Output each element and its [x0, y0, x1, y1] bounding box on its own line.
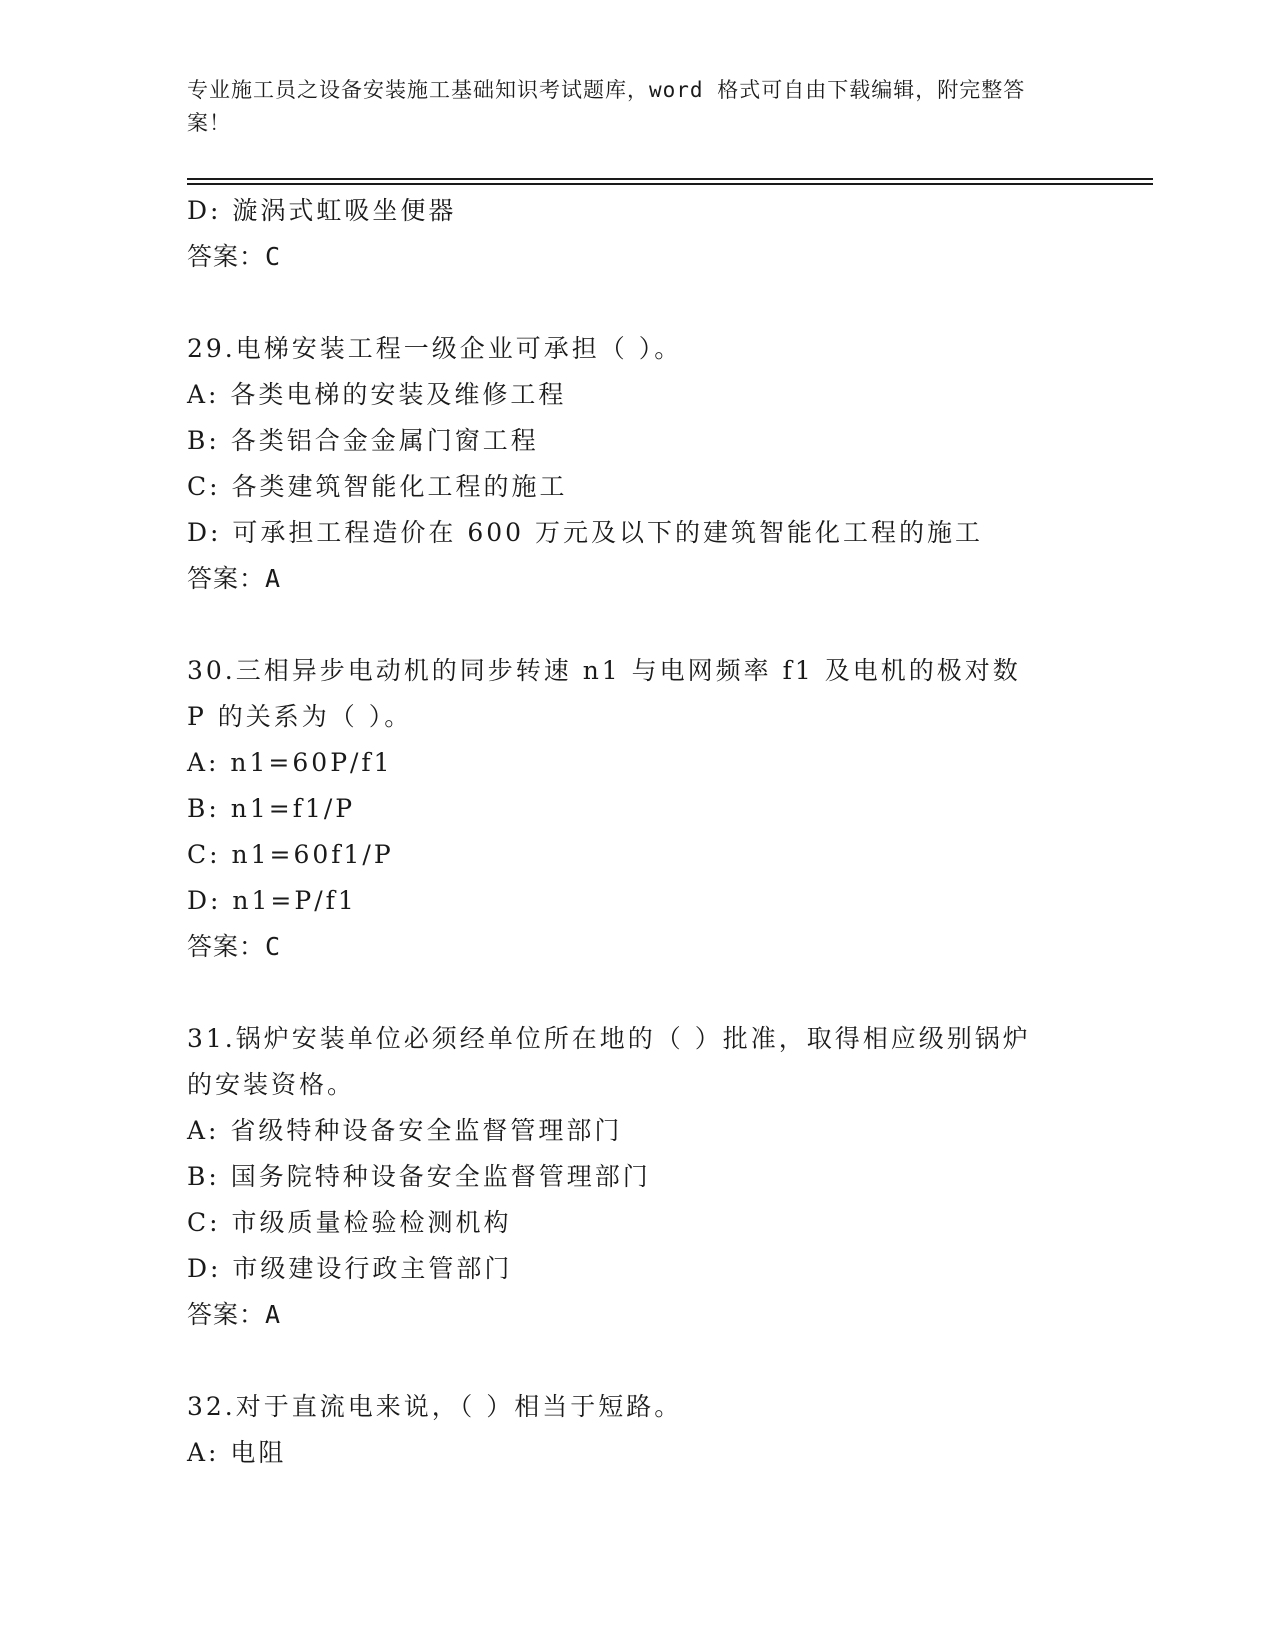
- option-d: D: 漩涡式虹吸坐便器: [187, 196, 457, 225]
- option-c: C: 市级质量检验检测机构: [187, 1208, 512, 1237]
- question-list: [187, 188, 1087, 1476]
- question-31: [187, 1016, 1087, 1338]
- header-divider-top: [187, 178, 1153, 180]
- answer: 答案：C: [187, 242, 282, 271]
- option-b: B: 国务院特种设备安全监督管理部门: [187, 1162, 651, 1191]
- answer: 答案：C: [187, 932, 282, 961]
- option-a: A: 电阻: [187, 1438, 287, 1467]
- question-30: [187, 648, 1087, 970]
- header-divider-bottom: [187, 183, 1153, 185]
- answer: 答案：A: [187, 564, 282, 593]
- question-32: [187, 1384, 1087, 1476]
- option-b: B: 各类铝合金金属门窗工程: [187, 426, 539, 455]
- option-c: C: 各类建筑智能化工程的施工: [187, 472, 568, 501]
- question-stem: 30.三相异步电动机的同步转速 n1 与电网频率 f1 及电机的极对数 P 的关系为（ ）。: [187, 656, 1021, 731]
- option-d: D: 市级建设行政主管部门: [187, 1254, 513, 1283]
- option-a: A: 省级特种设备安全监督管理部门: [187, 1116, 623, 1145]
- option-a: A: 各类电梯的安装及维修工程: [187, 380, 567, 409]
- question-stem: 29.电梯安装工程一级企业可承担（ ）。: [187, 334, 683, 363]
- option-d: D: n1=P/f1: [187, 886, 357, 915]
- question-stem: 32.对于直流电来说，（ ）相当于短路。: [187, 1392, 683, 1421]
- option-b: B: n1=f1/P: [187, 794, 356, 823]
- question-stem: 31.锅炉安装单位必须经单位所在地的（ ）批准，取得相应级别锅炉的安装资格。: [187, 1024, 1031, 1099]
- document-header: 专业施工员之设备安装施工基础知识考试题库，word 格式可自由下载编辑，附完整答案！: [187, 78, 1026, 135]
- option-c: C: n1=60f1/P: [187, 840, 394, 869]
- option-a: A: n1=60P/f1: [187, 748, 393, 777]
- option-d: D: 可承担工程造价在 600 万元及以下的建筑智能化工程的施工: [187, 518, 984, 547]
- answer: 答案：A: [187, 1300, 282, 1329]
- question-29: [187, 326, 1087, 602]
